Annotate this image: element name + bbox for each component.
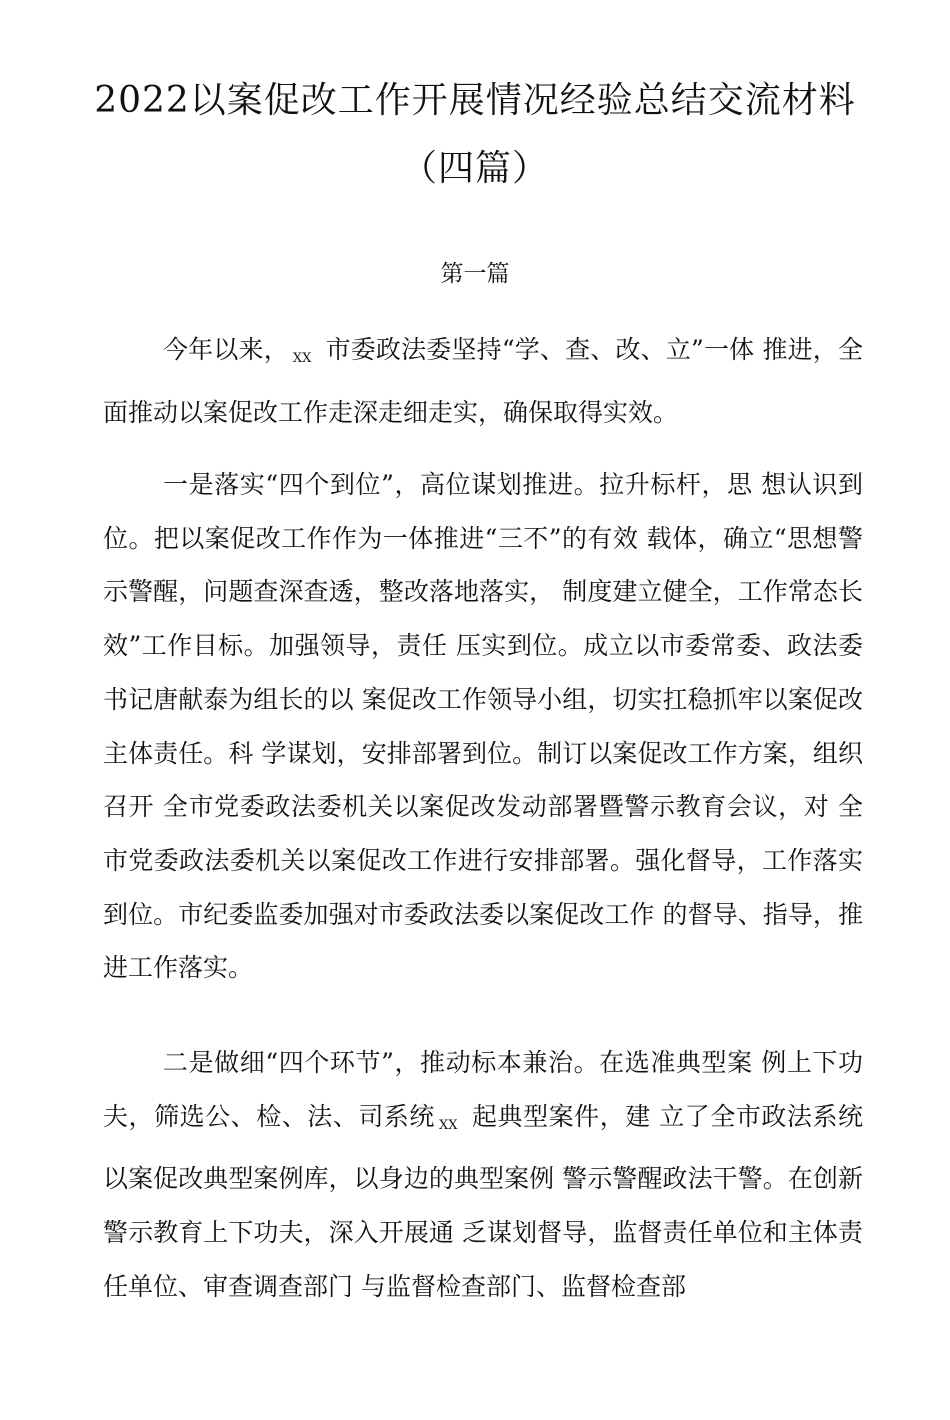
paragraph-point-two — [103, 1036, 863, 1314]
paragraph-text: 今年以来， — [163, 335, 289, 364]
paragraph-text: 起典型案件，建 立了全市政法系统以案促改典型案例库，以身边的典型案例 警示警醒政法干警。在创新警示教育上下功夫，深入开展通 乏谋划督导，监督责任单位和主体责任单位、审查调查部门 与监督检查部门、监督检查部 — [103, 1101, 863, 1301]
placeholder-xx: XX — [292, 351, 312, 366]
section-heading: 第一篇 — [440, 261, 510, 287]
paragraph-point-one: 一是落实“四个到位”，高位谋划推进。拉升标杆，思 想认识到位。把以案促改工作作为一体推进“三不”的有效 载体，确立“思想警示警醒，问题查深查透，整改落地落实， 制度建立健全，工作常态长效”工作目标。加强领导，责任 压实到位。成立以市委常委、政法委书记唐献泰为组长的以 案促改工作领导小组，切实扛稳抓牢以案促改主体责任。科 学谋划，安排部署到位。制订以案促改工作方案，组织召开 全市党委政法委机关以案促改发动部署暨警示教育会议，对 全市党委政法委机关以案促改工作进行安排部署。强化督导，工作落实到位。市纪委监委加强对市委政法委以案促改工作 的督导、指导，推进工作落实。 — [103, 470, 863, 983]
placeholder-xx: XX — [438, 1117, 458, 1133]
document-title: 2022以案促改工作开展情况经验总结交流材料 — [94, 80, 856, 121]
paragraph-intro — [103, 323, 863, 439]
paragraph-text: 二是做细“四个环节”，推动标本兼治。在选准典型案 例上下功夫，筛选公、检、法、司系统 — [103, 1048, 863, 1131]
paragraph-text: 市委政法委坚持“学、查、改、立”一体 推进，全面推动以案促改工作走深走细走实，确保取得实效。 — [103, 335, 863, 427]
document-subtitle: （四篇） — [400, 148, 549, 189]
